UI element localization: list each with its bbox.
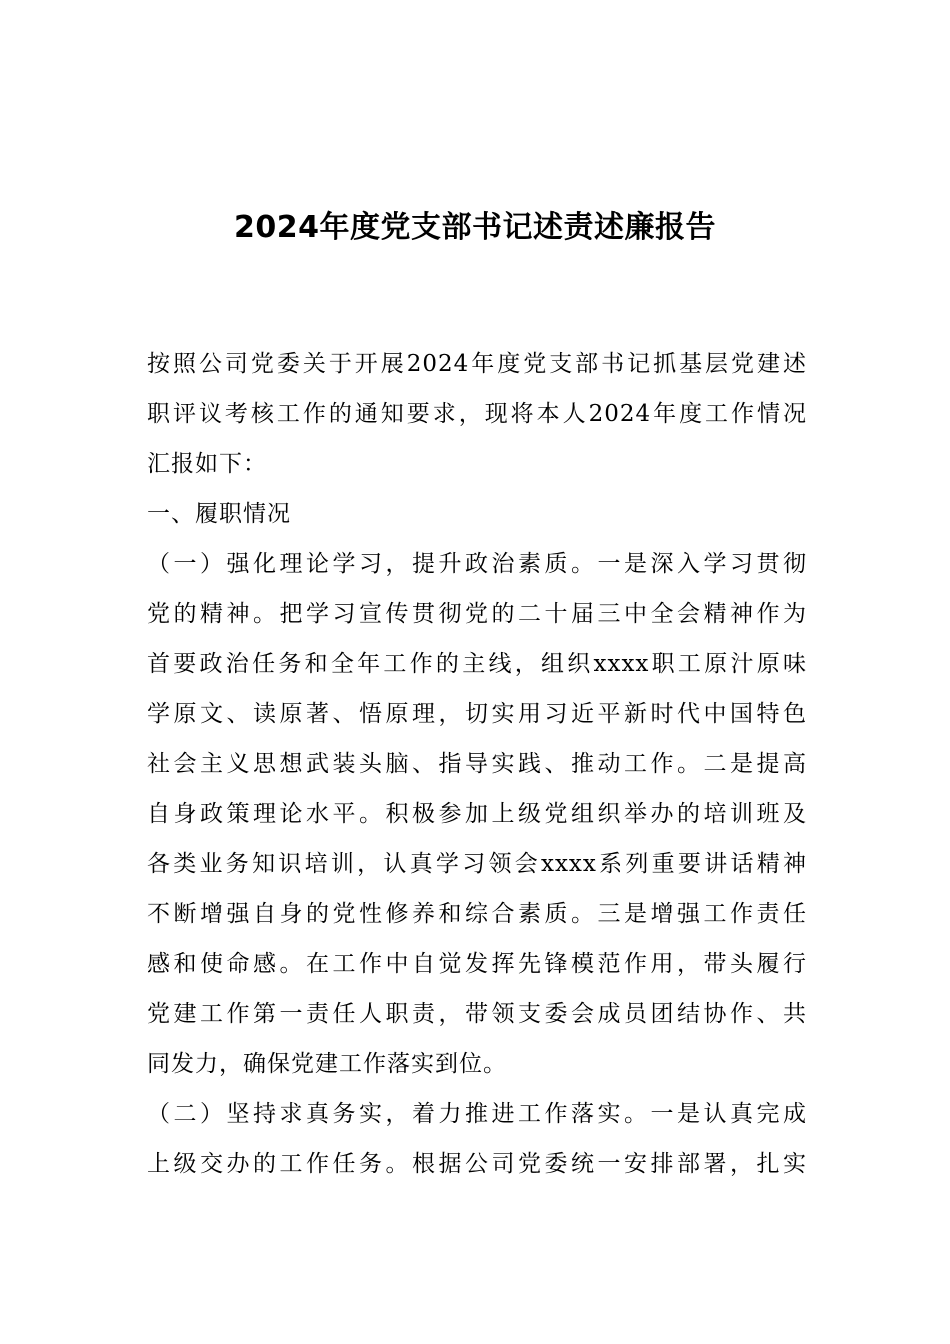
body-line: 不断增强自身的党性修养和综合素质。三是增强工作责任	[147, 901, 807, 927]
section-heading: 一、履职情况	[147, 501, 291, 527]
body-line: 按照公司党委关于开展2024年度党支部书记抓基层党建述	[147, 351, 807, 377]
body-line: （一）强化理论学习，提升政治素质。一是深入学习贯彻	[147, 551, 807, 577]
body-line: 感和使命感。在工作中自觉发挥先锋模范作用，带头履行	[147, 951, 807, 977]
body-line: 同发力，确保党建工作落实到位。	[147, 1051, 507, 1077]
body-line: 学原文、读原著、悟原理，切实用习近平新时代中国特色	[147, 701, 807, 727]
body-line: 党的精神。把学习宣传贯彻党的二十届三中全会精神作为	[147, 601, 807, 627]
body-line: 职评议考核工作的通知要求，现将本人2024年度工作情况	[147, 401, 807, 427]
body-line: 汇报如下：	[147, 451, 267, 477]
body-line: 各类业务知识培训，认真学习领会xxxx系列重要讲话精神	[147, 851, 807, 877]
document-body	[147, 339, 807, 1189]
document-title: 2024年度党支部书记述责述廉报告	[234, 210, 716, 245]
body-line: 党建工作第一责任人职责，带领支委会成员团结协作、共	[147, 1001, 807, 1027]
body-line: 首要政治任务和全年工作的主线，组织xxxx职工原汁原味	[147, 651, 807, 677]
body-line: 社会主义思想武装头脑、指导实践、推动工作。二是提高	[147, 751, 807, 777]
body-line: 自身政策理论水平。积极参加上级党组织举办的培训班及	[147, 801, 807, 827]
body-line: （二）坚持求真务实，着力推进工作落实。一是认真完成	[147, 1101, 807, 1127]
body-line: 上级交办的工作任务。根据公司党委统一安排部署，扎实	[147, 1151, 807, 1177]
